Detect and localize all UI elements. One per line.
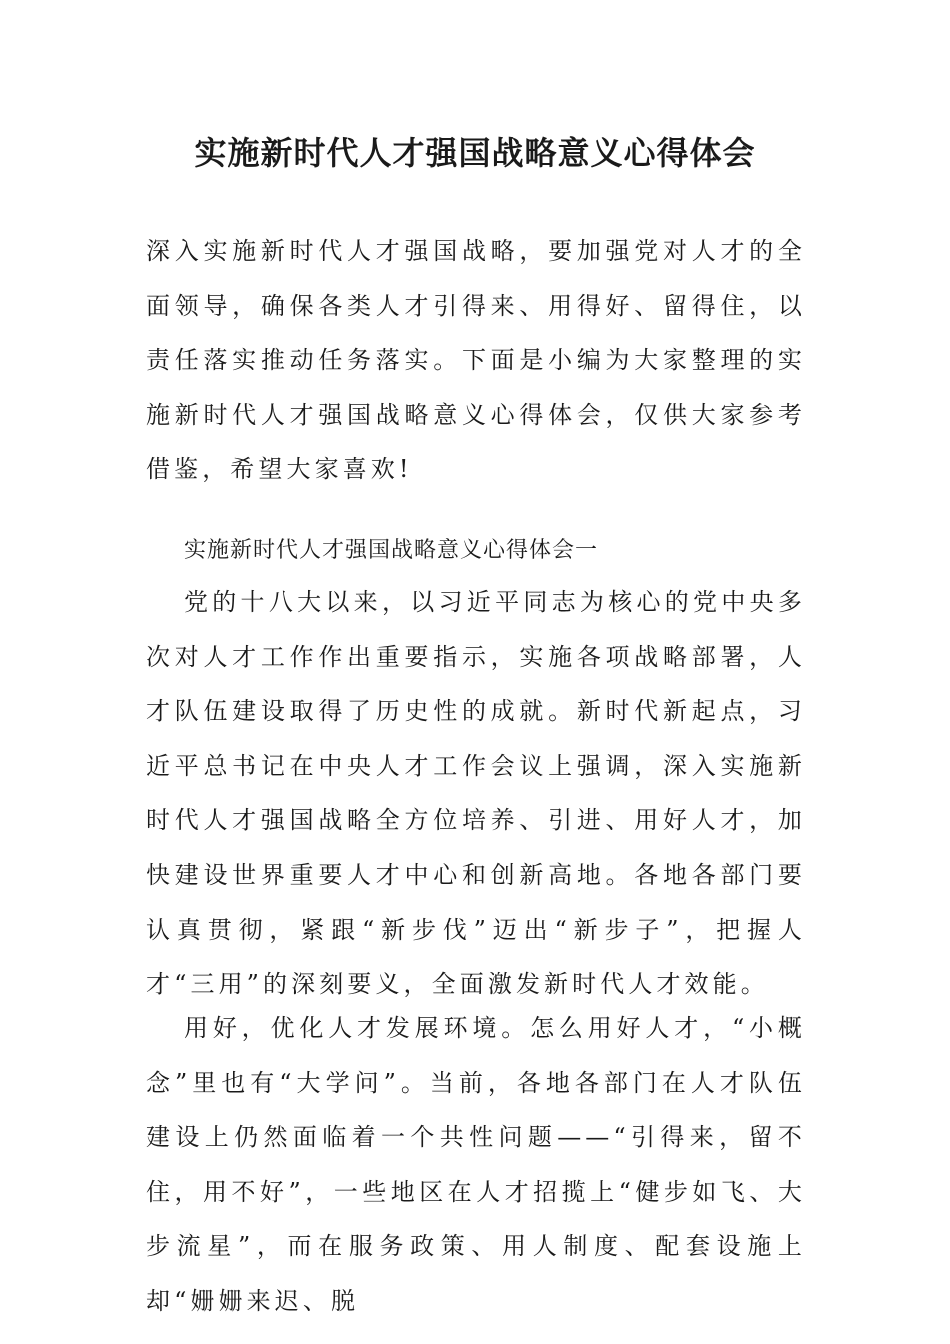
document-title: 实施新时代人才强国战略意义心得体会 <box>194 134 756 172</box>
intro-paragraph: 深入实施新时代人才强国战略，要加强党对人才的全面领导，确保各类人才引得来、用得好、留得住，以责任落实推动任务落实。下面是小编为大家整理的实施新时代人才强国战略意义心得体会，仅供大家参考借鉴，希望大家喜欢! <box>146 237 806 484</box>
body-paragraph-2: 用好，优化人才发展环境。怎么用好人才，“小概念”里也有“大学问”。当前，各地各部门在人才队伍建设上仍然面临着一个共性问题——“引得来，留不住，用不好”，一些地区在人才招揽上“健步如飞、大步流星”，而在服务政策、用人制度、配套设施上却“姗姗来迟、脱 <box>146 1014 806 1315</box>
section-heading: 实施新时代人才强国战略意义心得体会一 <box>184 538 599 563</box>
body-paragraph-1: 党的十八大以来，以习近平同志为核心的党中央多次对人才工作作出重要指示，实施各项战略部署，人才队伍建设取得了历史性的成就。新时代新起点，习近平总书记在中央人才工作会议上强调，深入实施新时代人才强国战略全方位培养、引进、用好人才，加快建设世界重要人才中心和创新高地。各地各部门要认真贯彻，紧跟“新步伐”迈出“新步子”，把握人才“三用”的深刻要义，全面激发新时代人才效能。 <box>146 588 806 999</box>
